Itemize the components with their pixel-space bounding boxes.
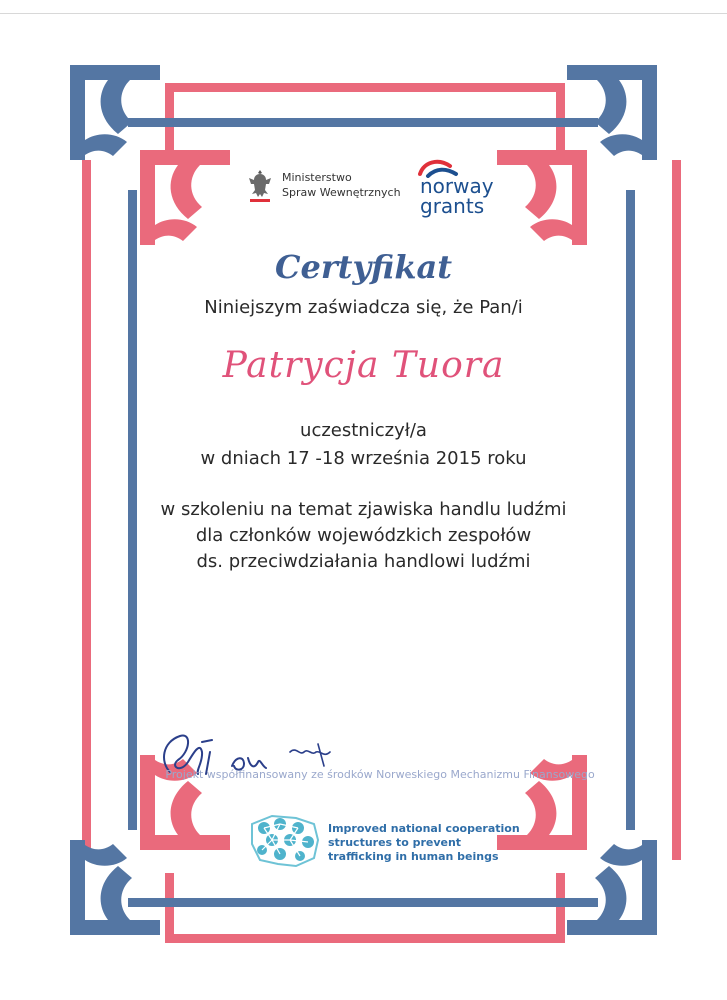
norway-grants-logo [412, 158, 512, 218]
project-title-line2: structures to prevent [328, 836, 462, 849]
training-dates: w dniach 17 -18 września 2015 roku [200, 448, 527, 469]
norway-text: norway [420, 174, 494, 198]
signature-icon [140, 722, 380, 802]
project-title-line3: trafficking in human beings [328, 850, 499, 863]
blue-corner-bottom-right [567, 840, 657, 935]
ministry-name-line1: Ministerstwo [282, 171, 352, 184]
participant-name: Patrycja Tuora [222, 345, 505, 386]
eagle-icon [246, 168, 274, 204]
red-corner-top-left [140, 150, 230, 245]
training-topic-line2: dla członków wojewódzkich zespołów [195, 525, 532, 546]
ministry-name-line2: Spraw Wewnętrznych [282, 186, 401, 199]
poland-network-map-icon [244, 810, 324, 870]
blue-corner-top-left [70, 65, 160, 160]
project-title-line1: Improved national cooperation [328, 822, 520, 835]
training-topic-line1: w szkoleniu na temat zjawiska handlu ludźmi [160, 499, 567, 520]
blue-corner-bottom-left [70, 840, 160, 935]
ministry-logo [246, 168, 406, 208]
participated-text: uczestniczył/a [300, 420, 427, 441]
grants-text: grants [420, 194, 485, 218]
certificate-title: Certyfikat [274, 248, 452, 286]
training-topic-line3: ds. przeciwdziałania handlowi ludźmi [196, 551, 531, 572]
intro-text: Niniejszym zaświadcza się, że Pan/i [204, 297, 523, 318]
blue-corner-top-right [567, 65, 657, 160]
cofinancing-note: Projekt współfinansowany ze środków Norweskiego Mechanizmu Finansowego [165, 768, 595, 781]
